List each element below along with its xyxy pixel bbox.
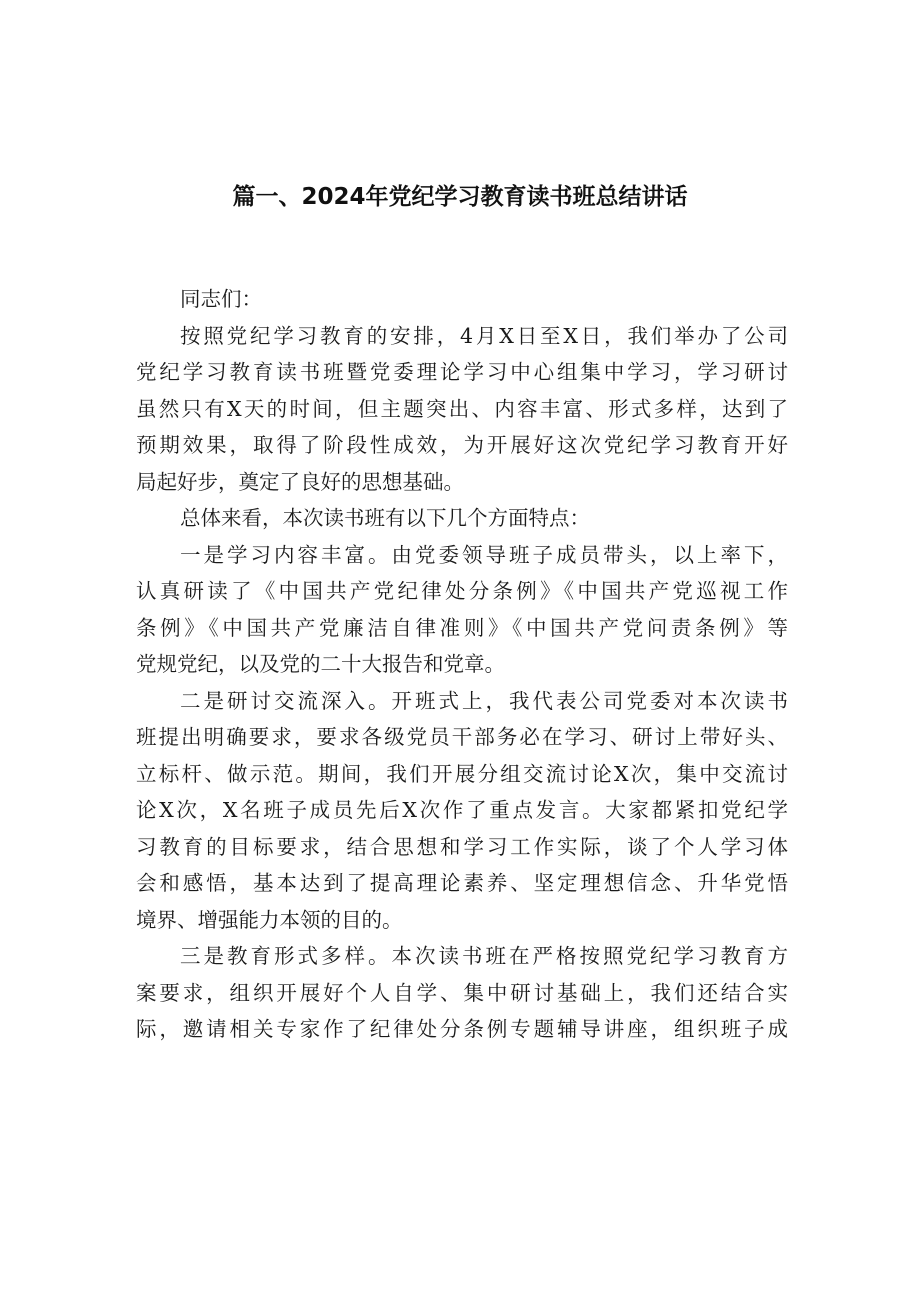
text-line: 一是学习内容丰富。由党委领导班子成员带头，以上率下， — [180, 542, 788, 567]
text-line: 局起好步，奠定了良好的思想基础。 — [136, 469, 464, 494]
text-line: 会和感悟，基本达到了提高理论素养、坚定理想信念、升华党悟 — [136, 871, 788, 895]
text-line: 习教育的目标要求，结合思想和学习工作实际，谈了个人学习体 — [136, 834, 788, 859]
text-line: 同志们： — [180, 287, 262, 311]
text-line: 立标杆、做示范。期间，我们开展分组交流讨论X次，集中交流讨 — [136, 761, 788, 786]
text-line: 预期效果，取得了阶段性成效，为开展好这次党纪学习教育开好 — [136, 433, 788, 457]
text-line: 二是研讨交流深入。开班式上，我代表公司党委对本次读书 — [180, 688, 788, 713]
text-line: 总体来看，本次读书班有以下几个方面特点： — [180, 506, 590, 530]
text-line: 条例》《中国共产党廉洁自律准则》《中国共产党问责条例》等 — [136, 615, 788, 640]
text-line: 班提出明确要求，要求各级党员干部务必在学习、研讨上带好头、 — [136, 725, 788, 749]
text-line: 案要求，组织开展好个人自学、集中研讨基础上，我们还结合实 — [136, 980, 788, 1005]
text-line: 虽然只有X天的时间，但主题突出、内容丰富、形式多样，达到了 — [136, 396, 788, 421]
text-line: 党纪学习教育读书班暨党委理论学习中心组集中学习，学习研讨 — [136, 360, 788, 384]
document-body — [136, 281, 788, 1048]
text-line: 三是教育形式多样。本次读书班在严格按照党纪学习教育方 — [180, 944, 788, 968]
text-line: 认真研读了《中国共产党纪律处分条例》《中国共产党巡视工作 — [136, 579, 788, 603]
text-line: 党规党纪，以及党的二十大报告和党章。 — [136, 652, 505, 676]
text-line: 际，邀请相关专家作了纪律处分条例专题辅导讲座，组织班子成 — [136, 1017, 788, 1041]
text-line: 按照党纪学习教育的安排，4月X日至X日，我们举办了公司 — [180, 323, 788, 348]
text-line: 论X次，X名班子成员先后X次作了重点发言。大家都紧扣党纪学 — [136, 798, 788, 822]
document-title: 篇一、2024年党纪学习教育读书班总结讲话 — [232, 184, 688, 210]
text-line: 境界、增强能力本领的目的。 — [136, 907, 403, 932]
